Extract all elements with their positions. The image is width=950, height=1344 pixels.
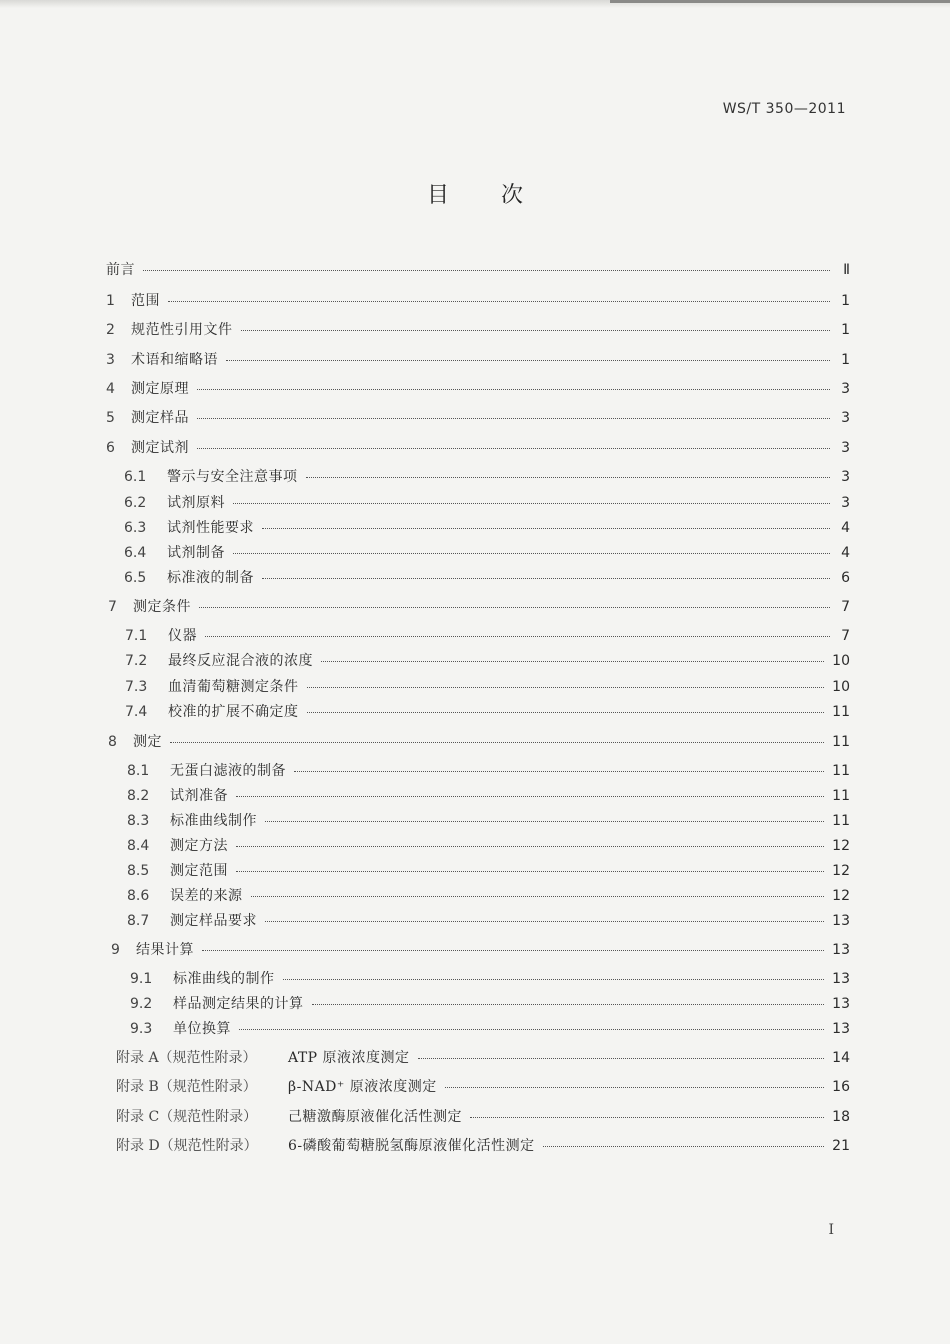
toc-section-entry[interactable]: [106, 349, 850, 371]
dot-leader: [241, 330, 831, 331]
toc-subsection-entry[interactable]: [127, 860, 850, 882]
page-reference: 11: [832, 763, 850, 779]
page-reference: 7: [841, 599, 850, 615]
page-reference: 11: [832, 788, 850, 804]
entry-title: 己糖激酶原液催化活性测定: [288, 1109, 462, 1125]
section-number: 6.5: [124, 570, 147, 586]
dot-leader: [307, 712, 825, 713]
title-char-2: 次: [501, 183, 524, 208]
dot-leader: [418, 1058, 825, 1059]
page-reference: 1: [841, 322, 850, 338]
toc-subsection-entry[interactable]: [127, 810, 850, 832]
toc-section-entry[interactable]: [108, 731, 850, 753]
page-reference: 12: [832, 888, 850, 904]
section-number: 9.1: [130, 971, 153, 987]
entry-title: 结果计算: [136, 942, 194, 958]
section-number: 7: [108, 599, 117, 615]
entry-title: 测定: [133, 734, 162, 750]
entry-title: 试剂制备: [167, 545, 225, 561]
page-reference: 14: [832, 1050, 850, 1066]
entry-title: 测定原理: [131, 381, 189, 397]
section-number: 6.4: [124, 545, 147, 561]
section-number: 7.2: [125, 653, 148, 669]
page-reference: 13: [832, 1021, 850, 1037]
toc-subsection-entry[interactable]: [130, 993, 850, 1015]
section-number: 8.3: [127, 813, 150, 829]
entry-title: 误差的来源: [170, 888, 243, 904]
page-reference: 10: [832, 679, 850, 695]
entry-title: ATP 原液浓度测定: [288, 1050, 410, 1066]
section-number: 7.1: [125, 628, 148, 644]
toc-section-entry[interactable]: [106, 290, 850, 312]
section-number: 9: [111, 942, 120, 958]
dot-leader: [226, 360, 830, 361]
toc-subsection-entry[interactable]: [127, 785, 850, 807]
page-reference: 3: [841, 410, 850, 426]
toc-subsection-entry[interactable]: [127, 910, 850, 932]
toc-annex-entry[interactable]: [116, 1076, 850, 1098]
entry-title: 试剂性能要求: [167, 520, 254, 536]
title-char-1: 目: [426, 183, 449, 208]
dot-leader: [543, 1146, 825, 1147]
toc-subsection-entry[interactable]: [124, 466, 850, 488]
toc-subsection-entry[interactable]: [124, 542, 850, 564]
entry-title: 单位换算: [173, 1021, 231, 1037]
toc-section-entry[interactable]: [106, 437, 850, 459]
dot-leader: [265, 821, 824, 822]
dot-leader: [236, 846, 824, 847]
entry-title: 校准的扩展不确定度: [168, 704, 299, 720]
entry-title: 测定试剂: [131, 440, 189, 456]
dot-leader: [143, 270, 830, 271]
toc-section-entry[interactable]: [106, 407, 850, 429]
entry-title: 警示与安全注意事项: [167, 469, 298, 485]
page-reference: 13: [832, 996, 850, 1012]
section-number: 8.6: [127, 888, 150, 904]
dot-leader: [236, 871, 824, 872]
section-number: 3: [106, 352, 115, 368]
page-title: [0, 178, 950, 209]
dot-leader: [445, 1087, 824, 1088]
toc-subsection-entry[interactable]: [124, 567, 850, 589]
section-number: 7.3: [125, 679, 148, 695]
page-reference: 1: [841, 352, 850, 368]
entry-title: 术语和缩略语: [131, 352, 218, 368]
footer-page-number: I: [828, 1222, 834, 1238]
dot-leader: [262, 528, 830, 529]
toc-subsection-entry[interactable]: [124, 517, 850, 539]
dot-leader: [233, 503, 830, 504]
page-reference: 11: [832, 813, 850, 829]
entry-title: 范围: [131, 293, 160, 309]
toc-annex-entry[interactable]: [116, 1106, 850, 1128]
annex-label: 附录 C（规范性附录）: [116, 1109, 258, 1125]
page-reference: 4: [841, 545, 850, 561]
dot-leader: [294, 771, 824, 772]
entry-title: 测定方法: [170, 838, 228, 854]
section-number: 7.4: [125, 704, 148, 720]
page-reference: 3: [841, 440, 850, 456]
page-reference: 11: [832, 704, 850, 720]
dot-leader: [197, 389, 830, 390]
toc-subsection-entry[interactable]: [125, 676, 850, 698]
toc-subsection-entry[interactable]: [130, 1018, 850, 1040]
page-reference: Ⅱ: [843, 262, 850, 278]
dot-leader: [197, 418, 830, 419]
dot-leader: [265, 921, 824, 922]
dot-leader: [312, 1004, 825, 1005]
dot-leader: [470, 1117, 824, 1118]
page-reference: 12: [832, 838, 850, 854]
page-reference: 13: [832, 913, 850, 929]
toc-subsection-entry[interactable]: [125, 701, 850, 723]
section-number: 8.5: [127, 863, 150, 879]
dot-leader: [321, 661, 824, 662]
toc-subsection-entry[interactable]: [125, 650, 850, 672]
entry-title: 测定条件: [133, 599, 191, 615]
section-number: 9.3: [130, 1021, 153, 1037]
page-reference: 1: [841, 293, 850, 309]
section-number: 6.2: [124, 495, 147, 511]
dot-leader: [239, 1029, 824, 1030]
corner-line: [610, 0, 950, 3]
entry-title: 无蛋白滤液的制备: [170, 763, 286, 779]
section-number: 4: [106, 381, 115, 397]
section-number: 9.2: [130, 996, 153, 1012]
section-number: 5: [106, 410, 115, 426]
entry-title: 试剂准备: [170, 788, 228, 804]
entry-title: 样品测定结果的计算: [173, 996, 304, 1012]
dot-leader: [307, 687, 825, 688]
dot-leader: [168, 301, 830, 302]
dot-leader: [251, 896, 825, 897]
toc-subsection-entry[interactable]: [127, 835, 850, 857]
page-reference: 3: [841, 495, 850, 511]
page-reference: 7: [841, 628, 850, 644]
entry-title: 6-磷酸葡萄糖脱氢酶原液催化活性测定: [288, 1138, 535, 1154]
page-reference: 18: [832, 1109, 850, 1125]
page-reference: 13: [832, 971, 850, 987]
dot-leader: [233, 553, 830, 554]
dot-leader: [202, 950, 824, 951]
entry-title: 标准液的制备: [167, 570, 254, 586]
page-reference: 3: [841, 381, 850, 397]
page-reference: 12: [832, 863, 850, 879]
page-reference: 13: [832, 942, 850, 958]
annex-label: 附录 B（规范性附录）: [116, 1079, 257, 1095]
page-reference: 11: [832, 734, 850, 750]
entry-title: 规范性引用文件: [131, 322, 233, 338]
entry-title: 仪器: [168, 628, 197, 644]
toc-subsection-entry[interactable]: [130, 968, 850, 990]
toc-subsection-entry[interactable]: [127, 760, 850, 782]
section-number: 2: [106, 322, 115, 338]
annex-label: 附录 D（规范性附录）: [116, 1138, 258, 1154]
toc-subsection-entry[interactable]: [125, 625, 850, 647]
entry-title: 测定样品要求: [170, 913, 257, 929]
page-reference: 10: [832, 653, 850, 669]
dot-leader: [199, 607, 830, 608]
dot-leader: [262, 578, 830, 579]
section-number: 8.7: [127, 913, 150, 929]
section-number: 8.4: [127, 838, 150, 854]
section-number: 8.1: [127, 763, 150, 779]
page-reference: 16: [832, 1079, 850, 1095]
toc-section-entry[interactable]: [108, 596, 850, 618]
section-number: 6.3: [124, 520, 147, 536]
entry-title: β-NAD⁺ 原液浓度测定: [288, 1079, 437, 1095]
section-number: 6: [106, 440, 115, 456]
annex-label: 附录 A（规范性附录）: [116, 1050, 257, 1066]
dot-leader: [236, 796, 824, 797]
dot-leader: [170, 742, 824, 743]
toc-section-entry[interactable]: [106, 319, 850, 341]
standard-number: WS/T 350—2011: [722, 101, 846, 117]
toc-annex-entry[interactable]: [116, 1135, 850, 1157]
entry-title: 试剂原料: [167, 495, 225, 511]
section-number: 8: [108, 734, 117, 750]
page-reference: 6: [841, 570, 850, 586]
section-number: 8.2: [127, 788, 150, 804]
section-number: 1: [106, 293, 115, 309]
entry-title: 标准曲线的制作: [173, 971, 275, 987]
toc-section-entry[interactable]: [106, 259, 850, 281]
page-reference: 4: [841, 520, 850, 536]
toc-subsection-entry[interactable]: [124, 492, 850, 514]
entry-title: 测定样品: [131, 410, 189, 426]
dot-leader: [283, 979, 825, 980]
toc-section-entry[interactable]: [111, 939, 850, 961]
dot-leader: [306, 477, 831, 478]
entry-title: 最终反应混合液的浓度: [168, 653, 313, 669]
dot-leader: [197, 448, 830, 449]
section-number: 6.1: [124, 469, 147, 485]
entry-title: 血清葡萄糖测定条件: [168, 679, 299, 695]
toc-subsection-entry[interactable]: [127, 885, 850, 907]
entry-title: 测定范围: [170, 863, 228, 879]
toc-section-entry[interactable]: [106, 378, 850, 400]
page-reference: 21: [832, 1138, 850, 1154]
entry-title: 前言: [106, 262, 135, 278]
page-reference: 3: [841, 469, 850, 485]
entry-title: 标准曲线制作: [170, 813, 257, 829]
dot-leader: [205, 636, 830, 637]
toc-annex-entry[interactable]: [116, 1047, 850, 1069]
